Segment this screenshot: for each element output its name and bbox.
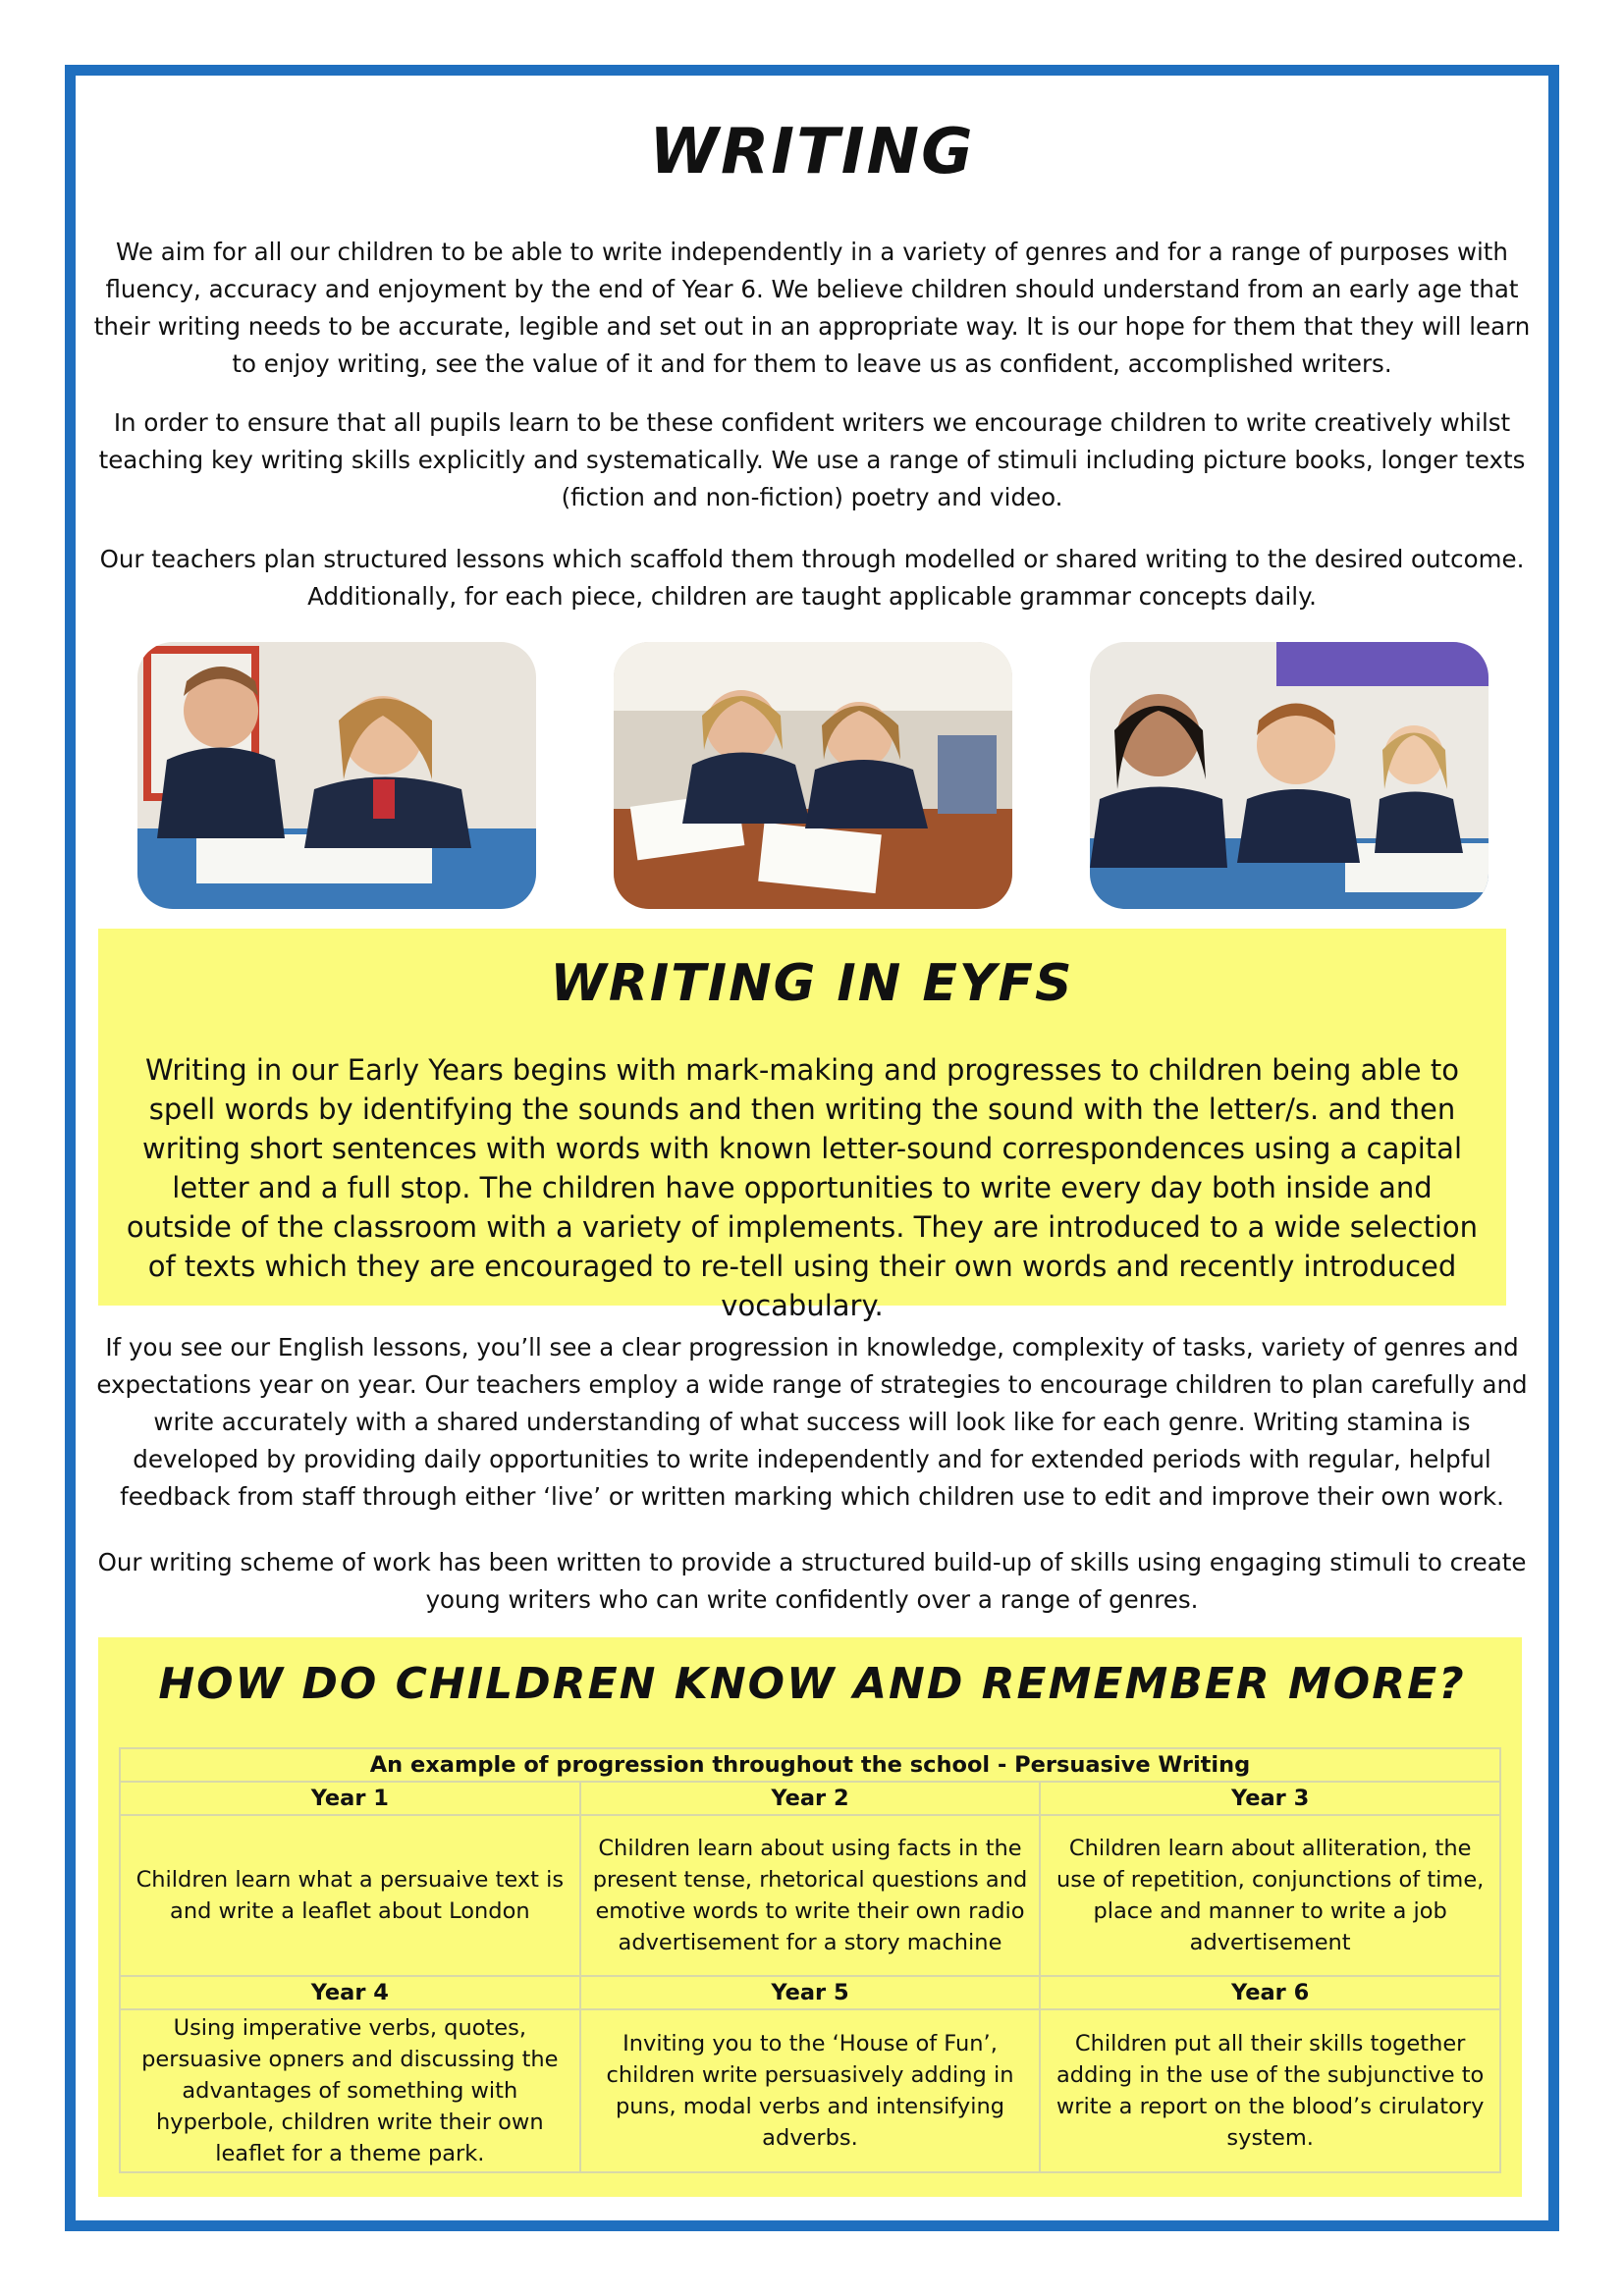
page-title: WRITING: [649, 116, 975, 188]
progression-table: [119, 1747, 1501, 2173]
table-caption: An example of progression throughout the school - Persuasive Writing: [120, 1748, 1500, 1782]
year-2-header: Year 2: [580, 1782, 1041, 1815]
year-3-cell: Children learn about alliteration, the use of repetition, conjunctions of time, place and manner to write a job advertisement: [1040, 1815, 1500, 1976]
year-4-cell: Using imperative verbs, quotes, persuasive opners and discussing the advantages of something with hyperbole, children write their own leaflet for a theme park.: [120, 2009, 580, 2172]
progression-heading: HOW DO CHILDREN KNOW AND REMEMBER MORE?: [158, 1659, 1466, 1709]
intro-paragraph-2: In order to ensure that all pupils learn to be these confident writers we encourage children to write creatively whilst teaching key writing skills explicitly and systematically. We use a range of stimuli including picture books, longer texts (fiction and non-fiction) poetry and video.: [98, 408, 1526, 511]
year-1-header: Year 1: [120, 1782, 580, 1815]
intro-paragraph-3: Our teachers plan structured lessons which scaffold them through modelled or shared writing to the desired outcome. Additionally, for each piece, children are taught applicable grammar concepts daily.: [99, 545, 1525, 611]
floor-writing-photo: [614, 642, 1012, 909]
year-6-cell: Children put all their skills together adding in the use of the subjunctive to write a report on the blood’s cirulatory system.: [1040, 2009, 1500, 2172]
year-4-header: Year 4: [120, 1976, 580, 2009]
year-6-header: Year 6: [1040, 1976, 1500, 2009]
middle-paragraph-2: Our writing scheme of work has been written to provide a structured build-up of skills using engaging stimuli to create young writers who can write confidently over a range of genres.: [97, 1548, 1527, 1614]
year-5-header: Year 5: [580, 1976, 1041, 2009]
classroom-writing-photo: [137, 642, 536, 909]
year-1-cell: Children learn what a persuaive text is and write a leaflet about London: [120, 1815, 580, 1976]
year-2-cell: Children learn about using facts in the present tense, rhetorical questions and emotive words to write their own radio advertisement for a story machine: [580, 1815, 1041, 1976]
pupils-smiling-photo: [1090, 642, 1489, 909]
eyfs-heading: WRITING IN EYFS: [550, 954, 1074, 1013]
year-5-cell: Inviting you to the ‘House of Fun’, children write persuasively adding in puns, modal verbs and intensifying adverbs.: [580, 2009, 1041, 2172]
intro-paragraph-1: We aim for all our children to be able to write independently in a variety of genres and for a range of purposes with fluency, accuracy and enjoyment by the end of Year 6. We believe children should understand from an early age that their writing needs to be accurate, legible and set out in an appropriate way. It is our hope for them that they will learn to enjoy writing, see the value of it and for them to leave us as confident, accomplished writers.: [93, 238, 1531, 378]
middle-paragraph-1: If you see our English lessons, you’ll see a clear progression in knowledge, complexity of tasks, variety of genres and expectations year on year. Our teachers employ a wide range of strategies to encourage children to plan carefully and write accurately with a shared understanding of what success will look like for each genre. Writing stamina is developed by providing daily opportunities to write independently and for extended periods with regular, helpful feedback from staff through either ‘live’ or written marking which children use to edit and improve their own work.: [96, 1333, 1528, 1511]
eyfs-paragraph: Writing in our Early Years begins with mark-making and progresses to children being able to spell words by identifying the sounds and then writing the sound with the letter/s. and then writing short sentences with words with known letter-sound correspondences using a capital letter and a full stop. The children have opportunities to write every day both inside and outside of the classroom with a variety of implements. They are introduced to a wide selection of texts which they are encouraged to re-tell using their own words and recently introduced vocabulary.: [126, 1053, 1479, 1322]
year-3-header: Year 3: [1040, 1782, 1500, 1815]
